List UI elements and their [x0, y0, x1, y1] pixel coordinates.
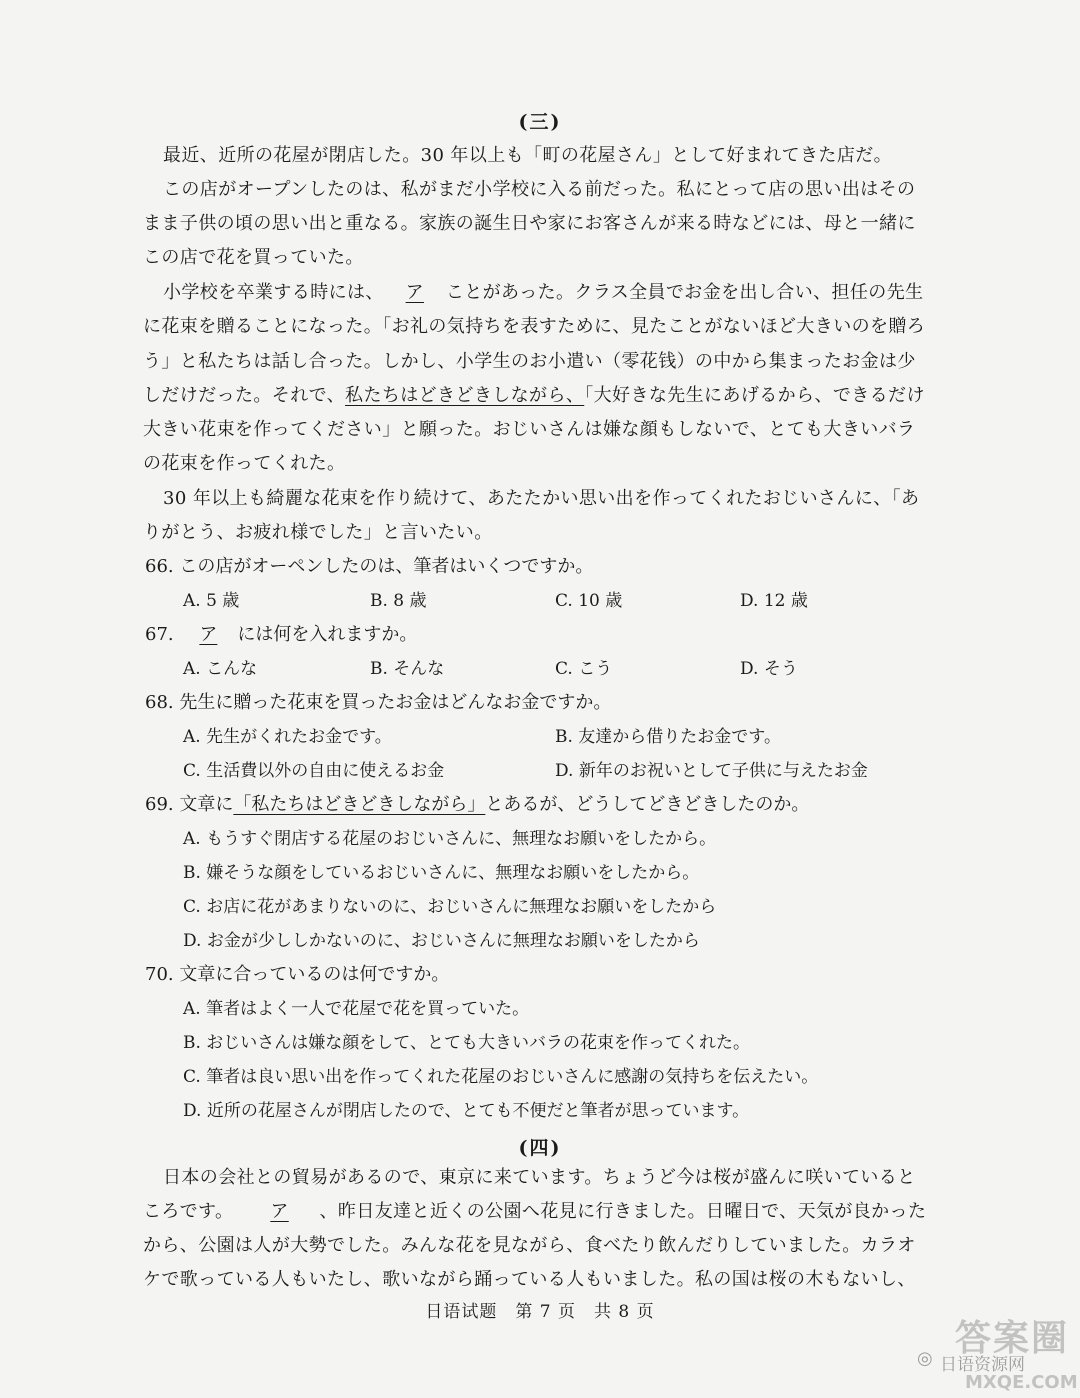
text-segment: しだけだった。それで、 [143, 385, 346, 406]
passage-line: まま子供の頃の思い出と重なる。家族の誕生日や家にお客さんが来る時などには、母と一緒に [143, 213, 916, 234]
passage-line: う」と私たちは話し合った。しかし、小学生のお小遣い（零花钱）の中から集まったお金は少 [143, 351, 916, 372]
question-66: 66. この店がオーペンしたのは、筆者はいくつですか。 [145, 556, 594, 577]
passage-line: 最近、近所の花屋が閉店した。30 年以上も「町の花屋さん」として好まれてきた店だ。 [163, 145, 893, 166]
watermark-url: MXQE.COM [965, 1372, 1078, 1393]
wechat-icon: ◎ [917, 1348, 933, 1369]
option-70-d: D. 近所の花屋さんが閉店したので、とても不便だと筆者が思っています。 [183, 1101, 750, 1121]
text-segment: 小学校を卒業する時には、 [163, 282, 384, 303]
text-segment: ことがあった。クラス全員でお金を出し合い、担任の先生 [445, 282, 924, 303]
option-70-a: A. 筆者はよく一人で花屋で花を買っていた。 [183, 999, 530, 1019]
question-69 [145, 793, 809, 817]
passage-line: の花束を作ってくれた。 [143, 453, 346, 474]
underlined-phrase: 私たちはどきどきしながら、 [345, 385, 585, 406]
passage-line: 30 年以上も綺麗な花束を作り続けて、あたたかい思い出を作ってくれたおじいさんに、「あ [163, 488, 920, 509]
text-segment: ころです。 [143, 1201, 234, 1222]
text-segment: 「大好きな先生にあげるから、できるだけ [584, 385, 925, 406]
text-segment: 、昨日友達と近くの公園へ花見に行きました。日曜日で、天気が良かった [319, 1201, 927, 1222]
option-66-c: C. 10 歳 [555, 591, 623, 611]
option-69-a: A. もうすぐ閉店する花屋のおじいさんに、無理なお願いをしたから。 [183, 829, 717, 849]
section-3-heading: (三) [518, 111, 562, 133]
blank-a: ア [405, 282, 425, 303]
option-68-d: D. 新年のお祝いとして子供に与えたお金 [555, 761, 868, 781]
passage-line: りがとう、お疲れ様でした」と言いたい。 [143, 522, 493, 543]
option-70-b: B. おじいさんは嫌な顔をして、とても大きいバラの花束を作ってくれた。 [183, 1033, 750, 1053]
option-66-a: A. 5 歳 [183, 591, 240, 611]
option-70-c: C. 筆者は良い思い出を作ってくれた花屋のおじいさんに感謝の気持ちを伝えたい。 [183, 1067, 819, 1087]
passage-line [143, 1200, 943, 1224]
watermark-subtitle: 日语资源网 [940, 1355, 1025, 1375]
option-69-b: B. 嫌そうな顔をしているおじいさんに、無理なお願いをしたから。 [183, 863, 700, 883]
option-69-d: D. お金が少ししかないのに、おじいさんに無理なお願いをしたから [183, 931, 700, 951]
underlined-phrase: 「私たちはどきどきしながら」 [233, 794, 486, 815]
passage-line: 日本の会社との貿易があるので、東京に来ています。ちょうど今は桜が盛んに咲いていると [163, 1167, 916, 1188]
question-text: 69. 文章に [145, 794, 234, 815]
passage-line: に花束を贈ることになった。「お礼の気持ちを表すために、見たことがないほど大きいのを贈ろ [143, 316, 926, 337]
option-68-c: C. 生活費以外の自由に使えるお金 [183, 761, 445, 781]
blank-a: ア [270, 1201, 289, 1222]
watermark-seal: 答案圈 [955, 1318, 1070, 1359]
question-number: 67. [145, 624, 174, 645]
passage-line: この店がオープンしたのは、私がまだ小学校に入る前だった。私にとって店の思い出はその [163, 179, 916, 200]
option-67-c: C. こう [555, 659, 613, 679]
question-67 [145, 623, 417, 647]
option-67-d: D. そう [740, 659, 798, 679]
watermark [917, 1310, 1078, 1395]
passage-line [143, 384, 943, 408]
option-68-a: A. 先生がくれたお金です。 [183, 727, 392, 747]
option-66-d: D. 12 歳 [740, 591, 808, 611]
option-67-b: B. そんな [370, 659, 445, 679]
question-text: には何を入れますか。 [237, 624, 418, 645]
question-text: とあるが、どうしてどきどきしたのか。 [485, 794, 810, 815]
passage-line: から、公園は人が大勢でした。みんな花を見ながら、食べたり飲んだりしていました。カラオ [143, 1235, 916, 1256]
page-footer: 日语试题 第 7 页 共 8 页 [425, 1302, 655, 1322]
option-67-a: A. こんな [183, 659, 258, 679]
passage-line: 大きい花束を作ってください」と願った。おじいさんは嫌な顔もしないで、とても大きいバラ [143, 419, 916, 440]
blank-a: ア [199, 624, 218, 645]
option-66-b: B. 8 歳 [370, 591, 427, 611]
passage-line [163, 281, 963, 305]
question-68: 68. 先生に贈った花束を買ったお金はどんなお金ですか。 [145, 692, 612, 713]
passage-line: ケで歌っている人もいたし、歌いながら踊っている人もいました。私の国は桜の木もないし、 [143, 1269, 916, 1290]
option-68-b: B. 友達から借りたお金です。 [555, 727, 781, 747]
passage-line: この店で花を買っていた。 [143, 247, 364, 268]
question-70: 70. 文章に合っているのは何ですか。 [145, 964, 450, 985]
option-69-c: C. お店に花があまりないのに、おじいさんに無理なお願いをしたから [183, 897, 717, 917]
section-4-heading: (四) [518, 1137, 562, 1159]
